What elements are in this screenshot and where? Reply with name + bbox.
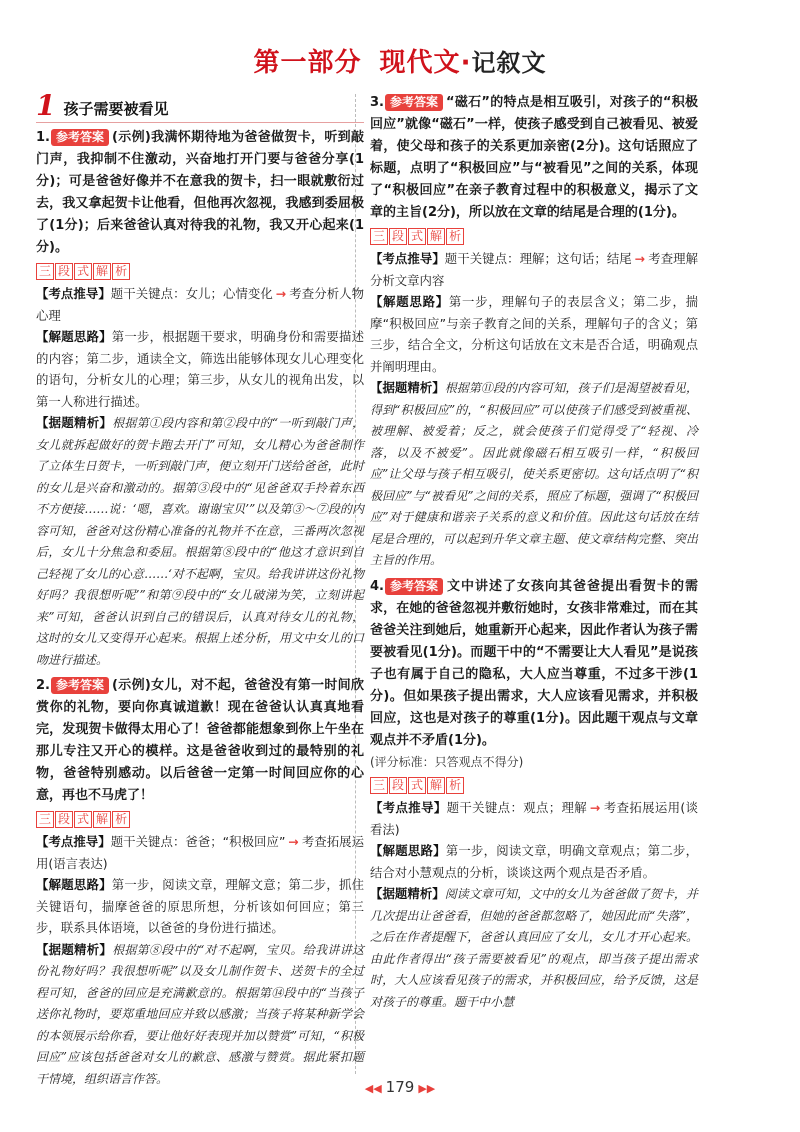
analysis-badge-char: 段 [55, 263, 73, 280]
question-2-answer [36, 675, 364, 807]
analysis-badge-char: 析 [446, 228, 464, 245]
question-1-answer [36, 127, 364, 259]
jieti-label: 【解题思路】 [370, 294, 449, 309]
question-number: 1. [36, 130, 50, 145]
arrow-icon: → [275, 286, 287, 301]
analysis-badge-char: 解 [427, 228, 445, 245]
jieti-text: 第一步，阅读文章，明确文章观点；第二步，结合对小慧观点的分析，谈谈这两个观点是否矛盾。 [370, 843, 699, 880]
page-number [0, 1078, 800, 1096]
question-4-answer [370, 576, 698, 752]
judi-text: 根据第⑧段中的“对不起啊，宝贝。给我讲讲这份礼物好吗？我很想听呢”以及女儿制作贺卡、送贺卡的全过程可知，爸爸的回应是充满歉意的。根据第⑭段中的“当孩子送你礼物时，要郑重地回应并致以感激；当孩子将某种新学会的本领展示给你看，要让他好好表现并加以赞赏”可知，“积极回应”应该包括爸爸对女儿的歉意、感激与赞赏。据此紧扣题干情境，组织语言作答。 [36, 942, 364, 1086]
analysis-badge-char: 三 [36, 263, 54, 280]
answer-text: 文中讲述了女孩向其爸爸提出看贺卡的需求，在她的爸爸忽视并敷衍她时，女孩非常难过，而在其爸爸关注到她后，她重新开心起来，因此作者认为孩子需要被看见(1分)。而题干中的“不需要让大人看见”是说孩子也有属于自己的隐私，大人应当尊重，不过多干涉(1分)。但如果孩子提出需求，大人应该看见需求，并积极回应，这也是对孩子的尊重(1分)。因此题干观点与文章观点并不矛盾(1分)。 [370, 578, 698, 748]
analysis-badge-char: 析 [446, 777, 464, 794]
analysis-badge [36, 263, 364, 280]
analysis-badge-char: 析 [112, 811, 130, 828]
kaodian-paragraph [370, 797, 698, 840]
judi-label: 【据题精析】 [36, 941, 113, 957]
question-number: 2. [36, 678, 50, 693]
page-title-dot: · [460, 48, 472, 78]
kaodian-label: 【考点推导】 [370, 251, 445, 266]
kaodian-key: 题干关键点：爸爸；“积极回应” [110, 834, 286, 849]
judi-text: 根据第⑪段的内容可知，孩子们是渴望被看见，得到“积极回应”的，“积极回应”可以使孩子们感受到被重视、被理解、被爱着；反之，就会使孩子们觉得受了“轻视、冷落，以及不被爱”。因此就像磁石相互吸引一样，“积极回应”让父母与孩子相互吸引，使关系更密切。这句话点明了“积极回应”与“被看见”之间的关系，照应了标题，强调了“积极回应”对于健康和谐亲子关系的意义和价值。因此这句话放在结尾是合理的，可以起到升华文章主题、使文章结构完整、突出主旨的作用。 [370, 381, 698, 567]
kaodian-key: 题干关键点：理解；这句话；结尾 [444, 251, 632, 266]
judi-paragraph [370, 883, 698, 1013]
analysis-badge [36, 811, 364, 828]
page-number-value: 179 [385, 1078, 415, 1096]
analysis-badge-char: 段 [389, 228, 407, 245]
analysis-badge-char: 式 [74, 811, 92, 828]
kaodian-paragraph [36, 283, 364, 326]
kaodian-result: 考查拓展运用(语言表达) [36, 834, 365, 871]
analysis-badge-char: 段 [55, 811, 73, 828]
analysis-badge-char: 式 [74, 263, 92, 280]
jieti-text: 第一步，理解句子的表层含义；第二步，揣摩“积极回应”与亲子教育之间的关系，理解句子的含义；第三步，结合全文，分析这句话放在文末是否合适，明确观点并阐明理由。 [370, 294, 699, 374]
kaodian-paragraph [36, 831, 364, 874]
analysis-badge [370, 228, 698, 245]
analysis-badge-char: 解 [93, 811, 111, 828]
jieti-label: 【解题思路】 [36, 877, 112, 892]
page-title-genre: 现代文 [379, 48, 461, 78]
page-title-part: 第一部分 [253, 48, 362, 78]
jieti-paragraph [370, 291, 698, 377]
question-3-answer [370, 92, 698, 224]
analysis-badge-char: 三 [36, 811, 54, 828]
arrow-icon: → [590, 800, 601, 815]
section-header [36, 89, 364, 123]
kaodian-key: 题干关键点：观点；理解 [446, 800, 588, 815]
judi-paragraph [370, 377, 698, 572]
answer-text: (示例)女儿，对不起，爸爸没有第一时间欣赏你的礼物，要向你真诚道歉！现在爸爸认认真真地看完，发现贺卡做得太用心了！爸爸都能想象到你上午坐在那儿专注又开心的模样。这是爸爸收到过的最特别的礼物，爸爸特别感动。以后爸爸一定第一时间回应你的心意，再也不马虎了！ [36, 678, 364, 803]
judi-paragraph [36, 939, 364, 1091]
answer-text: (示例)我满怀期待地为爸爸做贺卡，听到敲门声，我抑制不住激动，兴奋地打开门要与爸爸分享(1分)；可是爸爸好像并不在意我的贺卡，扫一眼就敷衍过去，我又拿起贺卡让他看，但他再次忽视，我感到委屈极了(1分)；后来爸爸认真对待我的礼物，我又开心起来(1分)。 [36, 130, 364, 255]
judi-text: 阅读文章可知，文中的女儿为爸爸做了贺卡，并几次提出让爸爸看，但她的爸爸都忽略了，她因此而“失落”，之后在作者提醒下，爸爸认真回应了女儿，女儿才开心起来。由此作者得出“孩子需要被看见”的观点，即当孩子提出需求时，大人应该看见孩子的需求，并积极回应，给予反馈，这是对孩子的尊重。题干中小慧 [370, 887, 698, 1009]
section-number: 1 [36, 89, 56, 122]
right-column [370, 92, 698, 1013]
kaodian-paragraph [370, 248, 698, 291]
left-triangle-icon: ◀◀ [364, 1082, 382, 1095]
jieti-label: 【解题思路】 [370, 843, 446, 858]
kaodian-label: 【考点推导】 [370, 800, 447, 815]
question-3 [370, 92, 698, 572]
analysis-badge-char: 三 [370, 228, 388, 245]
page-title-subgenre: 记叙文 [471, 49, 547, 77]
jieti-label: 【解题思路】 [36, 329, 112, 344]
question-4 [370, 576, 698, 1014]
left-column [36, 89, 365, 1090]
judi-label: 【据题精析】 [36, 415, 113, 430]
answer-badge: 参考答案 [385, 94, 443, 111]
jieti-paragraph [36, 874, 364, 939]
kaodian-key: 题干关键点：女儿；心情变化 [110, 286, 273, 301]
answer-badge: 参考答案 [51, 677, 109, 694]
kaodian-label: 【考点推导】 [36, 286, 111, 301]
judi-label: 【据题精析】 [370, 380, 445, 395]
arrow-icon: → [288, 834, 299, 849]
kaodian-result: 考查拓展运用(谈看法) [370, 800, 699, 837]
jieti-paragraph [370, 840, 698, 883]
right-triangle-icon: ▶▶ [418, 1082, 436, 1095]
analysis-badge-char: 段 [389, 777, 407, 794]
analysis-badge-char: 解 [427, 777, 445, 794]
analysis-badge [370, 777, 698, 794]
analysis-badge-char: 析 [112, 263, 130, 280]
answer-badge: 参考答案 [385, 578, 443, 595]
section-title: 孩子需要被看见 [63, 100, 169, 118]
kaodian-label: 【考点推导】 [36, 834, 111, 849]
page-title [0, 42, 800, 79]
judi-label: 【据题精析】 [370, 886, 445, 901]
jieti-text: 第一步，阅读文章，理解文意；第二步，抓住关键语句，揣摩爸爸的原思所想，分析该如何回应；第三步，联系具体语境，以爸爸的身份进行描述。 [36, 877, 365, 935]
answer-badge: 参考答案 [51, 129, 109, 146]
judi-paragraph [36, 412, 364, 671]
jieti-text: 第一步，根据题干要求，明确身份和需要描述的内容；第二步，通读全文，筛选出能够体现女儿心理变化的语句，分析女儿的心理；第三步，从女儿的视角出发，以第一人称进行描述。 [36, 329, 365, 409]
kaodian-result: 考查分析人物心理 [36, 286, 365, 323]
question-number: 3. [370, 95, 384, 110]
kaodian-result: 考查理解分析文章内容 [370, 251, 699, 288]
analysis-badge-char: 式 [408, 228, 426, 245]
analysis-badge-char: 式 [408, 777, 426, 794]
jieti-paragraph [36, 326, 364, 412]
question-2 [36, 675, 364, 1090]
analysis-badge-char: 解 [93, 263, 111, 280]
arrow-icon: → [634, 251, 646, 266]
scoring-note: (评分标准：只答观点不得分) [370, 754, 524, 769]
question-1 [36, 127, 364, 671]
answer-text: “磁石”的特点是相互吸引，对孩子的“积极回应”就像“磁石”一样，使孩子感受到自己被看见、被爱着，使父母和孩子的关系更加亲密(2分)。这句话照应了标题，点明了“积极回应”与“被看见”之间的关系，体现了“积极回应”在亲子教育过程中的积极意义，揭示了文章的主旨(2分)，所以放在文章的结尾是合理的(1分)。 [370, 95, 698, 220]
analysis-badge-char: 三 [370, 777, 388, 794]
judi-text: 根据第①段内容和第②段中的“一听到敲门声，女儿就拆起做好的贺卡跑去开门”可知，女儿精心为爸爸制作了立体生日贺卡，一听到敲门声，便立刻开门送给爸爸，此时的女儿是兴奋和激动的。据第③段中的“见爸爸双手拎着东西不方便接……说：‘嗯，喜欢。谢谢宝贝’”以及第③～⑦段的内容可知，爸爸对这份精心准备的礼物并不在意，三番两次忽视后，女儿十分焦急和委屈。根据第⑧段中的“他这才意识到自己轻视了女儿的心意……‘对不起啊，宝贝。给我讲讲这份礼物好吗？我很想听呢’”和第⑨段中的“女儿破涕为笑，立刻讲起来”可知，爸爸认识到自己的错误后，认真对待女儿的礼物，这时的女儿又变得开心起来。根据上述分析，用文中女儿的口吻进行描述。 [36, 416, 364, 667]
question-number: 4. [370, 578, 384, 594]
